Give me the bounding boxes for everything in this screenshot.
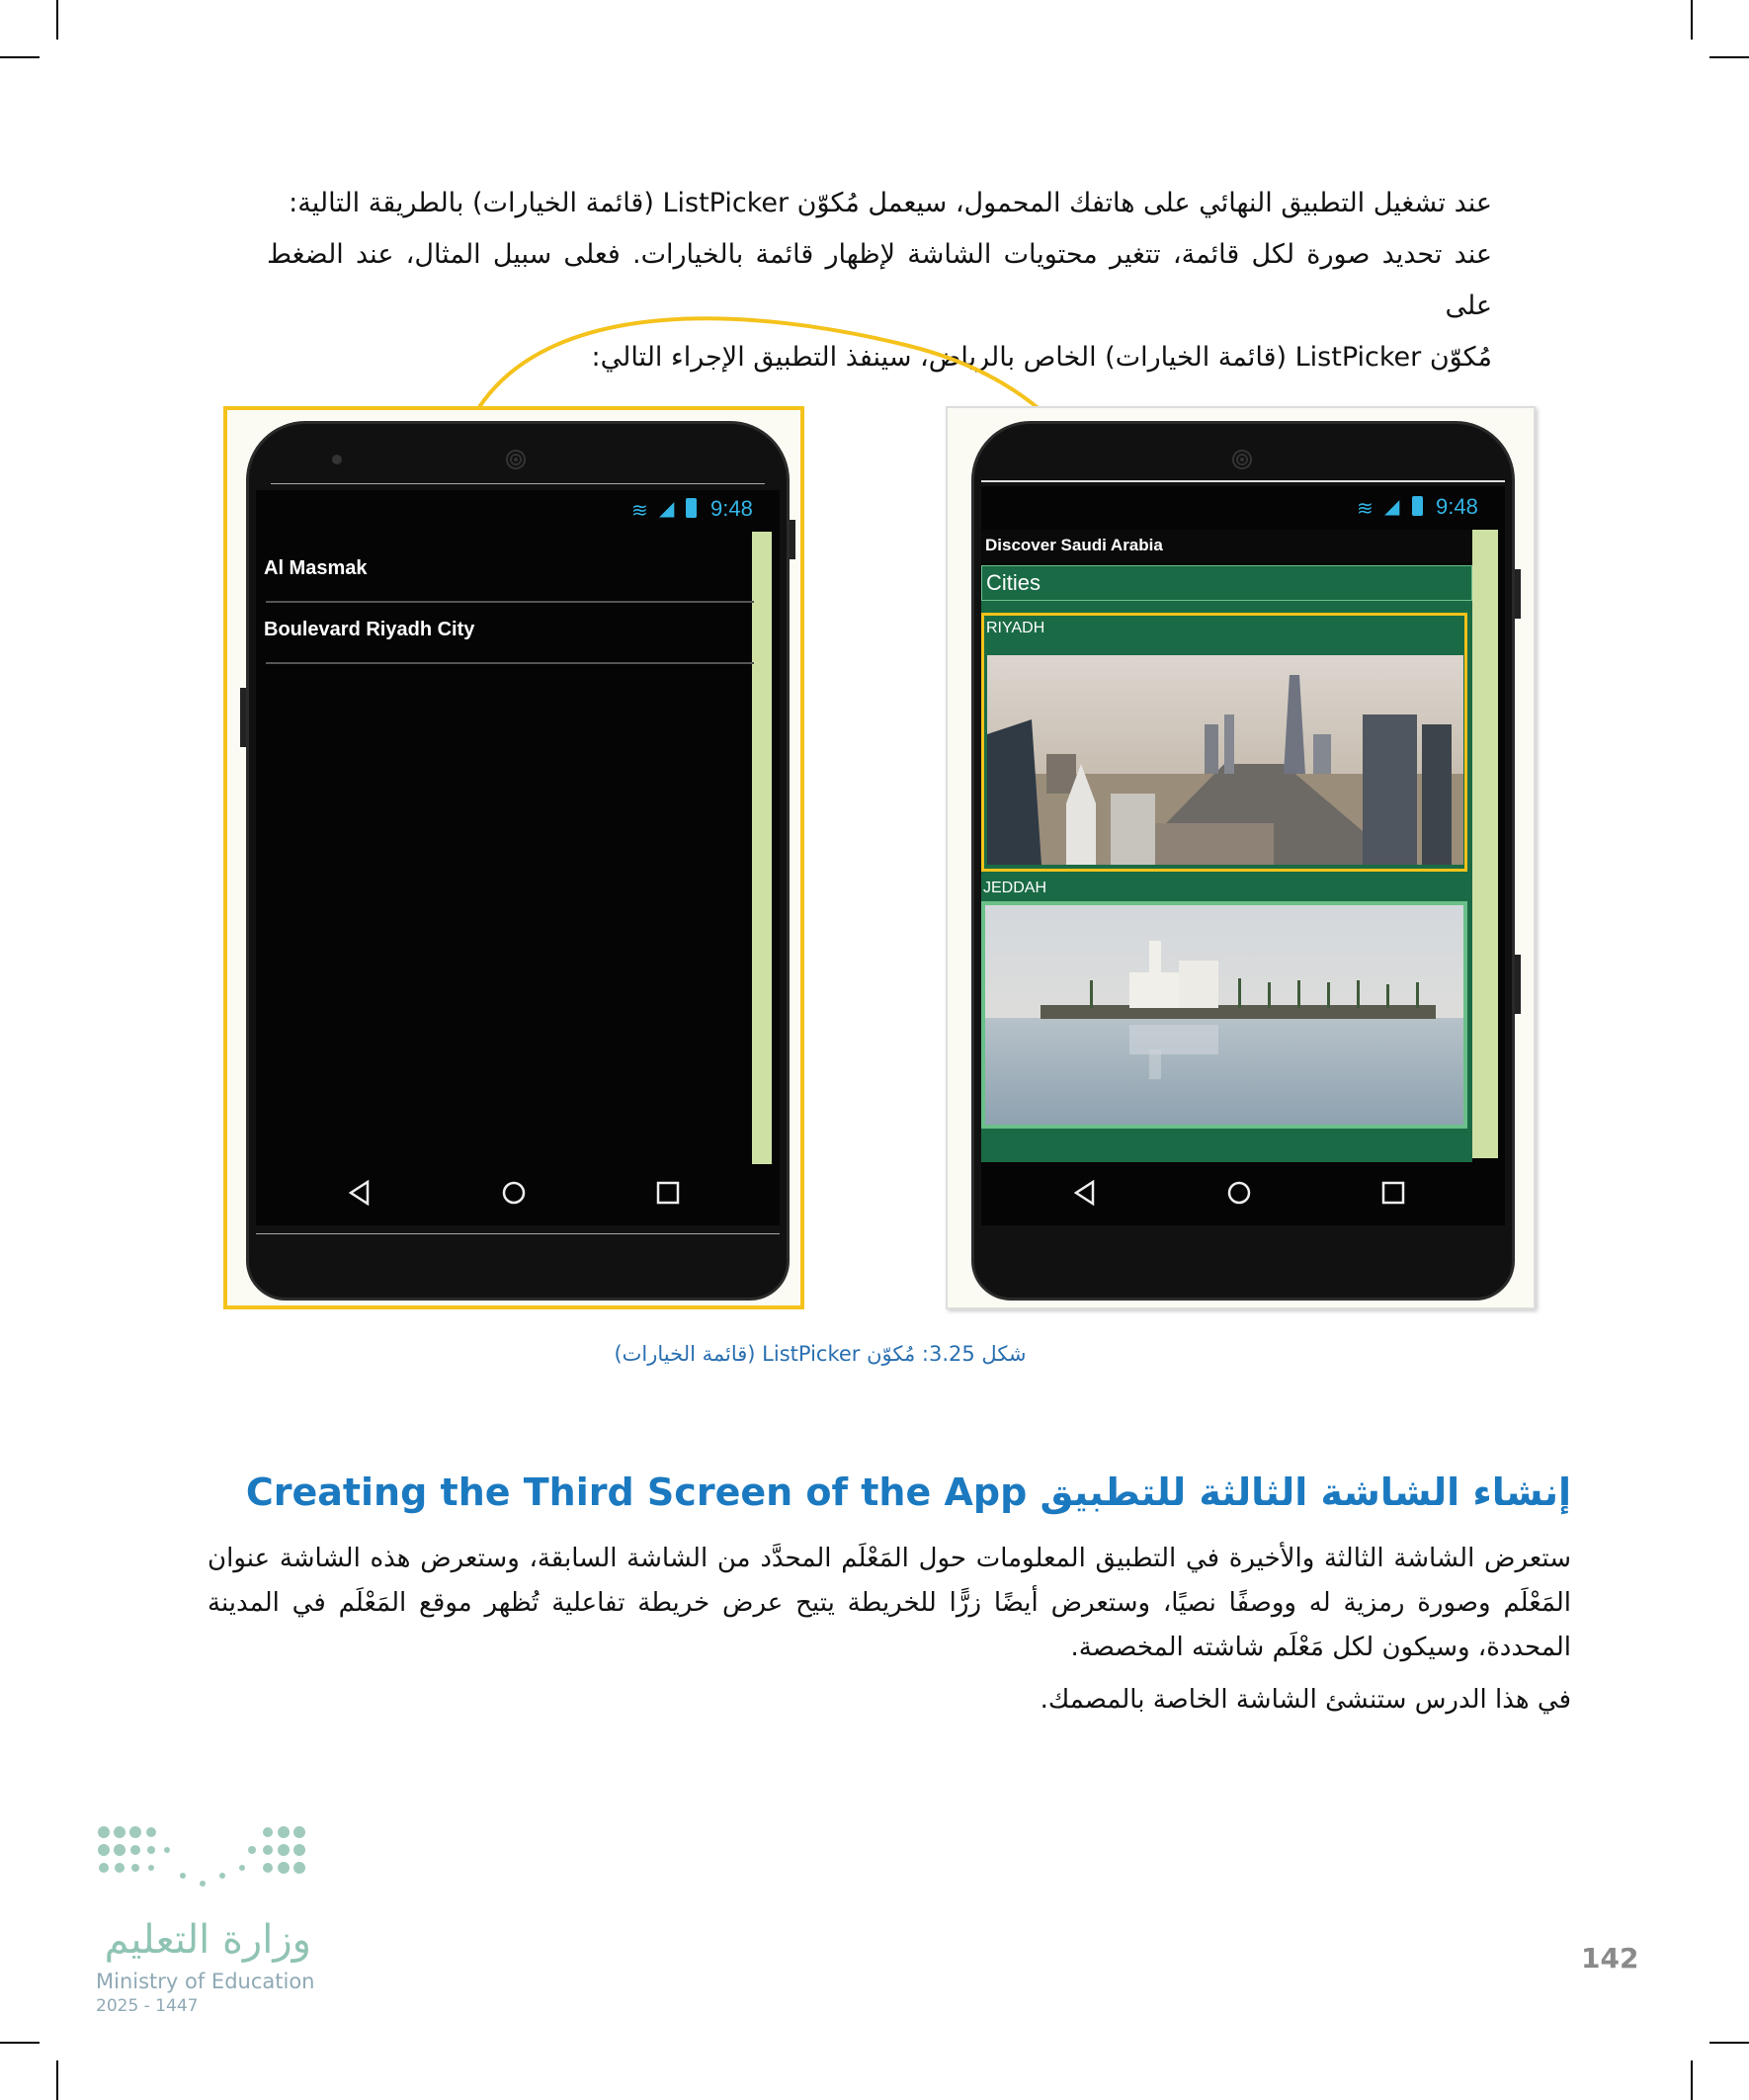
body-paragraph: في هذا الدرس ستنشئ الشاشة الخاصة بالمصمك. xyxy=(1040,1685,1571,1715)
status-time: 9:48 xyxy=(710,496,753,521)
left-phone xyxy=(246,421,790,1301)
page-number: 142 xyxy=(1581,1942,1639,1974)
intro-line: عند تشغيل التطبيق النهائي على هاتفك المحمول، سيعمل مُكوّن ListPicker (قائمة الخيارات) بالطريقة التالية: xyxy=(289,188,1492,218)
crop-mark xyxy=(56,2060,58,2100)
recents-icon[interactable] xyxy=(1380,1180,1406,1206)
status-time: 9:48 xyxy=(1436,494,1478,519)
side-button xyxy=(240,688,246,747)
home-icon[interactable] xyxy=(1226,1180,1252,1206)
city-label: JEDDAH xyxy=(983,880,1047,896)
crop-mark xyxy=(1691,2060,1693,2100)
home-icon[interactable] xyxy=(501,1180,527,1206)
status-bar xyxy=(981,486,1505,528)
side-button xyxy=(1515,955,1521,1014)
battery-icon xyxy=(1412,496,1423,516)
top-rule xyxy=(981,480,1505,482)
back-icon[interactable] xyxy=(1073,1180,1097,1206)
right-phone xyxy=(971,421,1515,1301)
phone-screen xyxy=(256,490,780,1225)
jeddah-image xyxy=(981,901,1467,1129)
list-item[interactable]: Al Masmak xyxy=(264,557,368,579)
city-picker-riyadh[interactable] xyxy=(981,613,1467,872)
phone-screen xyxy=(981,486,1505,1225)
intro-line: عند تحديد صورة لكل قائمة، تتغير محتويات الشاشة لإظهار قائمة بالخيارات. فعلى سبيل المثال، عند الضغط على xyxy=(267,239,1492,321)
section-heading: إنشاء الشاشة الثالثة للتطبيق Creating the Third Screen of the App xyxy=(245,1470,1571,1514)
app-content xyxy=(981,565,1472,1162)
intro-line: مُكوّن ListPicker (قائمة الخيارات) الخاص بالرياض، سينفذ التطبيق الإجراء التالي: xyxy=(591,342,1492,373)
speaker-icon xyxy=(505,449,527,470)
wifi-icon: ≋ xyxy=(1357,496,1374,520)
list-item[interactable]: Boulevard Riyadh City xyxy=(264,619,475,640)
speaker-icon xyxy=(1231,449,1253,470)
app-title: Discover Saudi Arabia xyxy=(985,536,1163,554)
signal-icon: ◢ xyxy=(1384,494,1400,518)
ministry-dots-icon xyxy=(94,1818,311,1907)
signal-icon: ◢ xyxy=(659,496,675,520)
back-icon[interactable] xyxy=(348,1180,372,1206)
ministry-logo xyxy=(94,1818,331,2016)
body-text xyxy=(208,1537,1571,1730)
scrollbar[interactable] xyxy=(752,532,772,1164)
ministry-year: 2025 - 1447 xyxy=(96,1996,199,2016)
city-label: RIYADH xyxy=(986,620,1045,636)
crop-mark xyxy=(1709,2042,1749,2044)
ministry-english: Ministry of Education xyxy=(96,1970,315,1993)
side-button xyxy=(790,520,795,559)
crop-mark xyxy=(0,2042,40,2044)
body-paragraph: ستعرض الشاشة الثالثة والأخيرة في التطبيق المعلومات حول المَعْلَم المحدَّد من الشاشة السابقة، وستعرض هذه الشاشة عنوان المَعْلَم وصورة رمزية له ووصفًا نصيًا، وستعرض أيضًا زرًّا للخريطة يتيح عرض خريطة تفاعلية تُظهر موقع المَعْلَم في المدينة المحددة، وسيكون لكل مَعْلَم شاشته المخصصة. xyxy=(208,1544,1571,1662)
figure-caption: شكل 3.25: مُكوّن ListPicker (قائمة الخيارات) xyxy=(614,1342,1027,1366)
battery-icon xyxy=(686,498,697,518)
cities-header xyxy=(981,565,1472,601)
recents-icon[interactable] xyxy=(655,1180,681,1206)
section-title: Cities xyxy=(986,570,1041,595)
wifi-icon: ≋ xyxy=(631,498,648,522)
bottom-rule xyxy=(256,1233,780,1234)
camera-icon xyxy=(332,455,342,464)
list-divider xyxy=(266,601,754,603)
ministry-arabic: وزارة التعليم xyxy=(104,1917,311,1963)
riyadh-image xyxy=(987,655,1463,865)
city-picker-jeddah[interactable] xyxy=(981,880,1467,1158)
list-divider xyxy=(266,662,754,664)
app-title-bar xyxy=(981,530,1472,563)
status-bar xyxy=(256,490,780,530)
scrollbar[interactable] xyxy=(1472,530,1498,1158)
side-button xyxy=(1515,569,1521,619)
top-rule xyxy=(271,483,765,484)
